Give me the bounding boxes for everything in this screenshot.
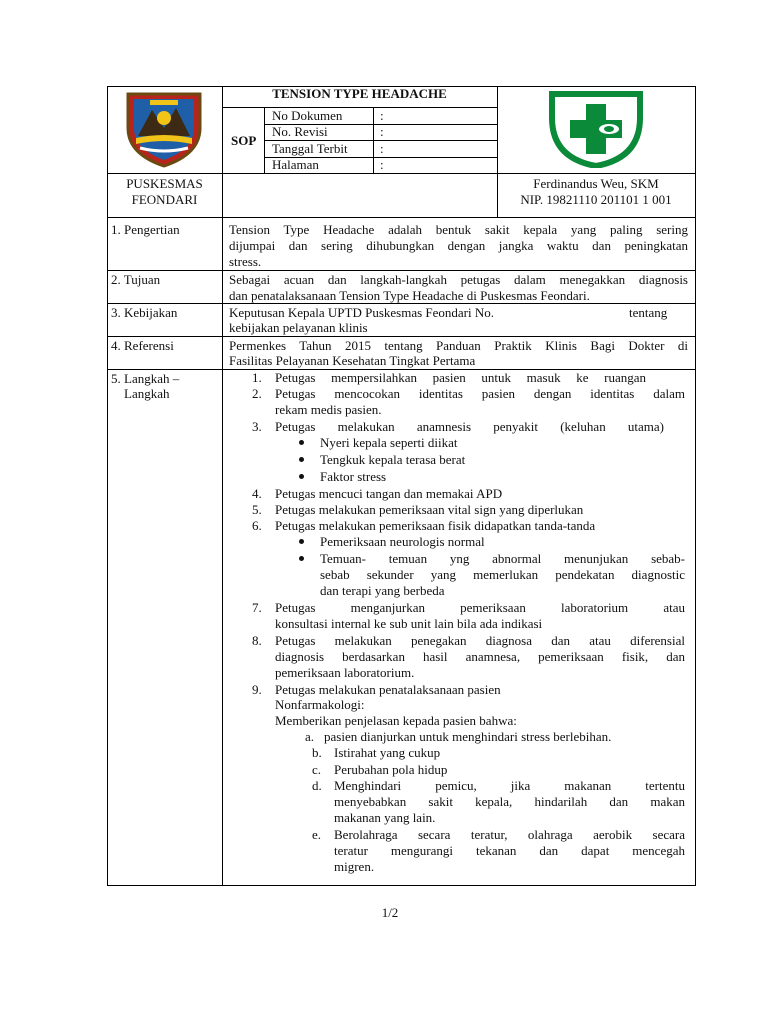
bullet-dot: [299, 457, 304, 462]
sub-item-text: teratur mengurangi tekanan dan dapat mencegah: [334, 843, 685, 858]
step-number: 2.: [252, 386, 262, 401]
kebijakan-text-tentang: tentang: [629, 305, 668, 320]
field-no-dokumen-sep: :: [380, 108, 384, 123]
field-no-revisi-sep: :: [380, 124, 384, 139]
bullet-text: Temuan- temuan yng abnormal menunjukan sebab-: [320, 551, 685, 566]
step-text-line: Petugas melakukan pemeriksaan vital sign yang diperlukan: [275, 502, 584, 517]
signer-nip: NIP. 19821110 201101 1 001: [520, 192, 672, 207]
tujuan-text-line: Sebagai acuan dan langkah-langkah petugas dalam menegakkan diagnosis: [229, 272, 688, 287]
sub-item-text: Perubahan pola hidup: [334, 762, 448, 777]
sub-item-letter: e.: [312, 827, 322, 842]
step-number: 5.: [252, 502, 262, 517]
signer-name: Ferdinandus Weu, SKM: [533, 176, 659, 191]
bullet-text: Nyeri kepala seperti diikat: [320, 435, 458, 450]
puskesmas-logo: [536, 88, 656, 168]
bullet-text: dan terapi yang berbeda: [320, 583, 445, 598]
field-no-revisi-label: No. Revisi: [272, 124, 328, 139]
sub-item-text: migren.: [334, 859, 375, 874]
tujuan-text-line: dan penatalaksanaan Tension Type Headache di Puskesmas Feondari.: [229, 288, 590, 303]
field-no-dokumen-label: No Dokumen: [272, 108, 343, 123]
bullet-text: Faktor stress: [320, 469, 387, 484]
step-number: 8.: [252, 633, 262, 648]
section-langkah-label: 5. Langkah –: [111, 371, 180, 386]
sop-label: SOP: [231, 133, 257, 148]
field-halaman-label: Halaman: [272, 157, 319, 172]
sub-item-text: Menghindari pemicu, jika makanan tertentu: [334, 778, 685, 793]
step-text-line: Memberikan penjelasan kepada pasien bahwa:: [275, 713, 517, 728]
document-title: TENSION TYPE HEADACHE: [272, 86, 447, 101]
org-name-line2: FEONDARI: [131, 192, 198, 207]
kebijakan-text-line: Keputusan Kepala UPTD Puskesmas Feondari No.: [229, 305, 495, 320]
step-text-line: Nonfarmakologi:: [275, 697, 365, 712]
step-text-line: Petugas melakukan pemeriksaan fisik didapatkan tanda-tanda: [275, 518, 596, 533]
step-number: 6.: [252, 518, 262, 533]
pengertian-text-line: dijumpai dan sering dihubungkan dengan jangka waktu dan peningkatan: [229, 238, 688, 253]
bullet-text: sebab sekunder yang memerlukan pendekatan diagnostic: [320, 567, 685, 582]
bullet-dot: [299, 440, 304, 445]
step-text-line: pemeriksaan laboratorium.: [275, 665, 415, 680]
step-text-line: Petugas mencuci tangan dan memakai APD: [275, 486, 503, 501]
kebijakan-text-line: kebijakan pelayanan klinis: [229, 320, 368, 335]
sub-item-letter: a.: [305, 729, 315, 744]
step-number: 9.: [252, 682, 262, 697]
sub-item-letter: c.: [312, 762, 322, 777]
step-text-line: Petugas melakukan penegakan diagnosa dan atau diferensial: [275, 633, 685, 648]
referensi-text-line: Permenkes Tahun 2015 tentang Panduan Praktik Klinis Bagi Dokter di: [229, 338, 688, 353]
sub-item-text: pasien dianjurkan untuk menghindari stress berlebihan.: [324, 729, 612, 744]
field-halaman-sep: :: [380, 157, 384, 172]
page-number: 1/2: [381, 905, 399, 920]
bullet-text: Tengkuk kepala terasa berat: [320, 452, 466, 467]
sub-item-text: menyebabkan sakit kepala, hindarilah dan makan: [334, 794, 685, 809]
section-langkah-label-cont: Langkah: [124, 386, 170, 401]
step-text-line: diagnosis berdasarkan hasil anamnesa, pemeriksaan fisik, dan: [275, 649, 685, 664]
step-text-line: Petugas melakukan anamnesis penyakit (keluhan utama): [275, 419, 664, 434]
section-referensi-label: 4. Referensi: [111, 338, 174, 353]
bullet-dot: [299, 474, 304, 479]
step-number: 1.: [252, 370, 262, 385]
bullet-dot: [299, 556, 304, 561]
pengertian-text-line: stress.: [229, 254, 262, 269]
step-text-line: rekam medis pasien.: [275, 402, 382, 417]
bullet-dot: [299, 539, 304, 544]
bullet-text: Pemeriksaan neurologis normal: [320, 534, 485, 549]
section-pengertian-label: 1. Pengertian: [111, 222, 180, 237]
step-text-line: Petugas mencocokan identitas pasien dengan identitas dalam: [275, 386, 685, 401]
field-tanggal-terbit-sep: :: [380, 141, 384, 156]
field-tanggal-terbit-label: Tanggal Terbit: [272, 141, 348, 156]
regency-crest-logo: [120, 88, 208, 168]
sub-item-letter: b.: [312, 745, 322, 760]
step-text-line: Petugas melakukan penatalaksanaan pasien: [275, 682, 501, 697]
sub-item-text: Berolahraga secara teratur, olahraga aerobik secara: [334, 827, 685, 842]
step-number: 4.: [252, 486, 262, 501]
sub-item-letter: d.: [312, 778, 322, 793]
section-tujuan-label: 2. Tujuan: [111, 272, 161, 287]
step-number: 7.: [252, 600, 262, 615]
step-text-line: konsultasi internal ke sub unit lain bila ada indikasi: [275, 616, 543, 631]
pengertian-text-line: Tension Type Headache adalah bentuk sakit kepala yang paling sering: [229, 222, 688, 237]
step-text-line: Petugas menganjurkan pemeriksaan laboratorium atau: [275, 600, 685, 615]
org-name-line1: PUSKESMAS: [126, 176, 203, 191]
section-kebijakan-label: 3. Kebijakan: [111, 305, 178, 320]
sub-item-text: makanan yang lain.: [334, 810, 436, 825]
sub-item-text: Istirahat yang cukup: [334, 745, 441, 760]
step-text-line: Petugas mempersilahkan pasien untuk masuk ke ruangan: [275, 370, 646, 385]
referensi-text-line: Fasilitas Pelayanan Kesehatan Tingkat Pertama: [229, 353, 476, 368]
step-number: 3.: [252, 419, 262, 434]
